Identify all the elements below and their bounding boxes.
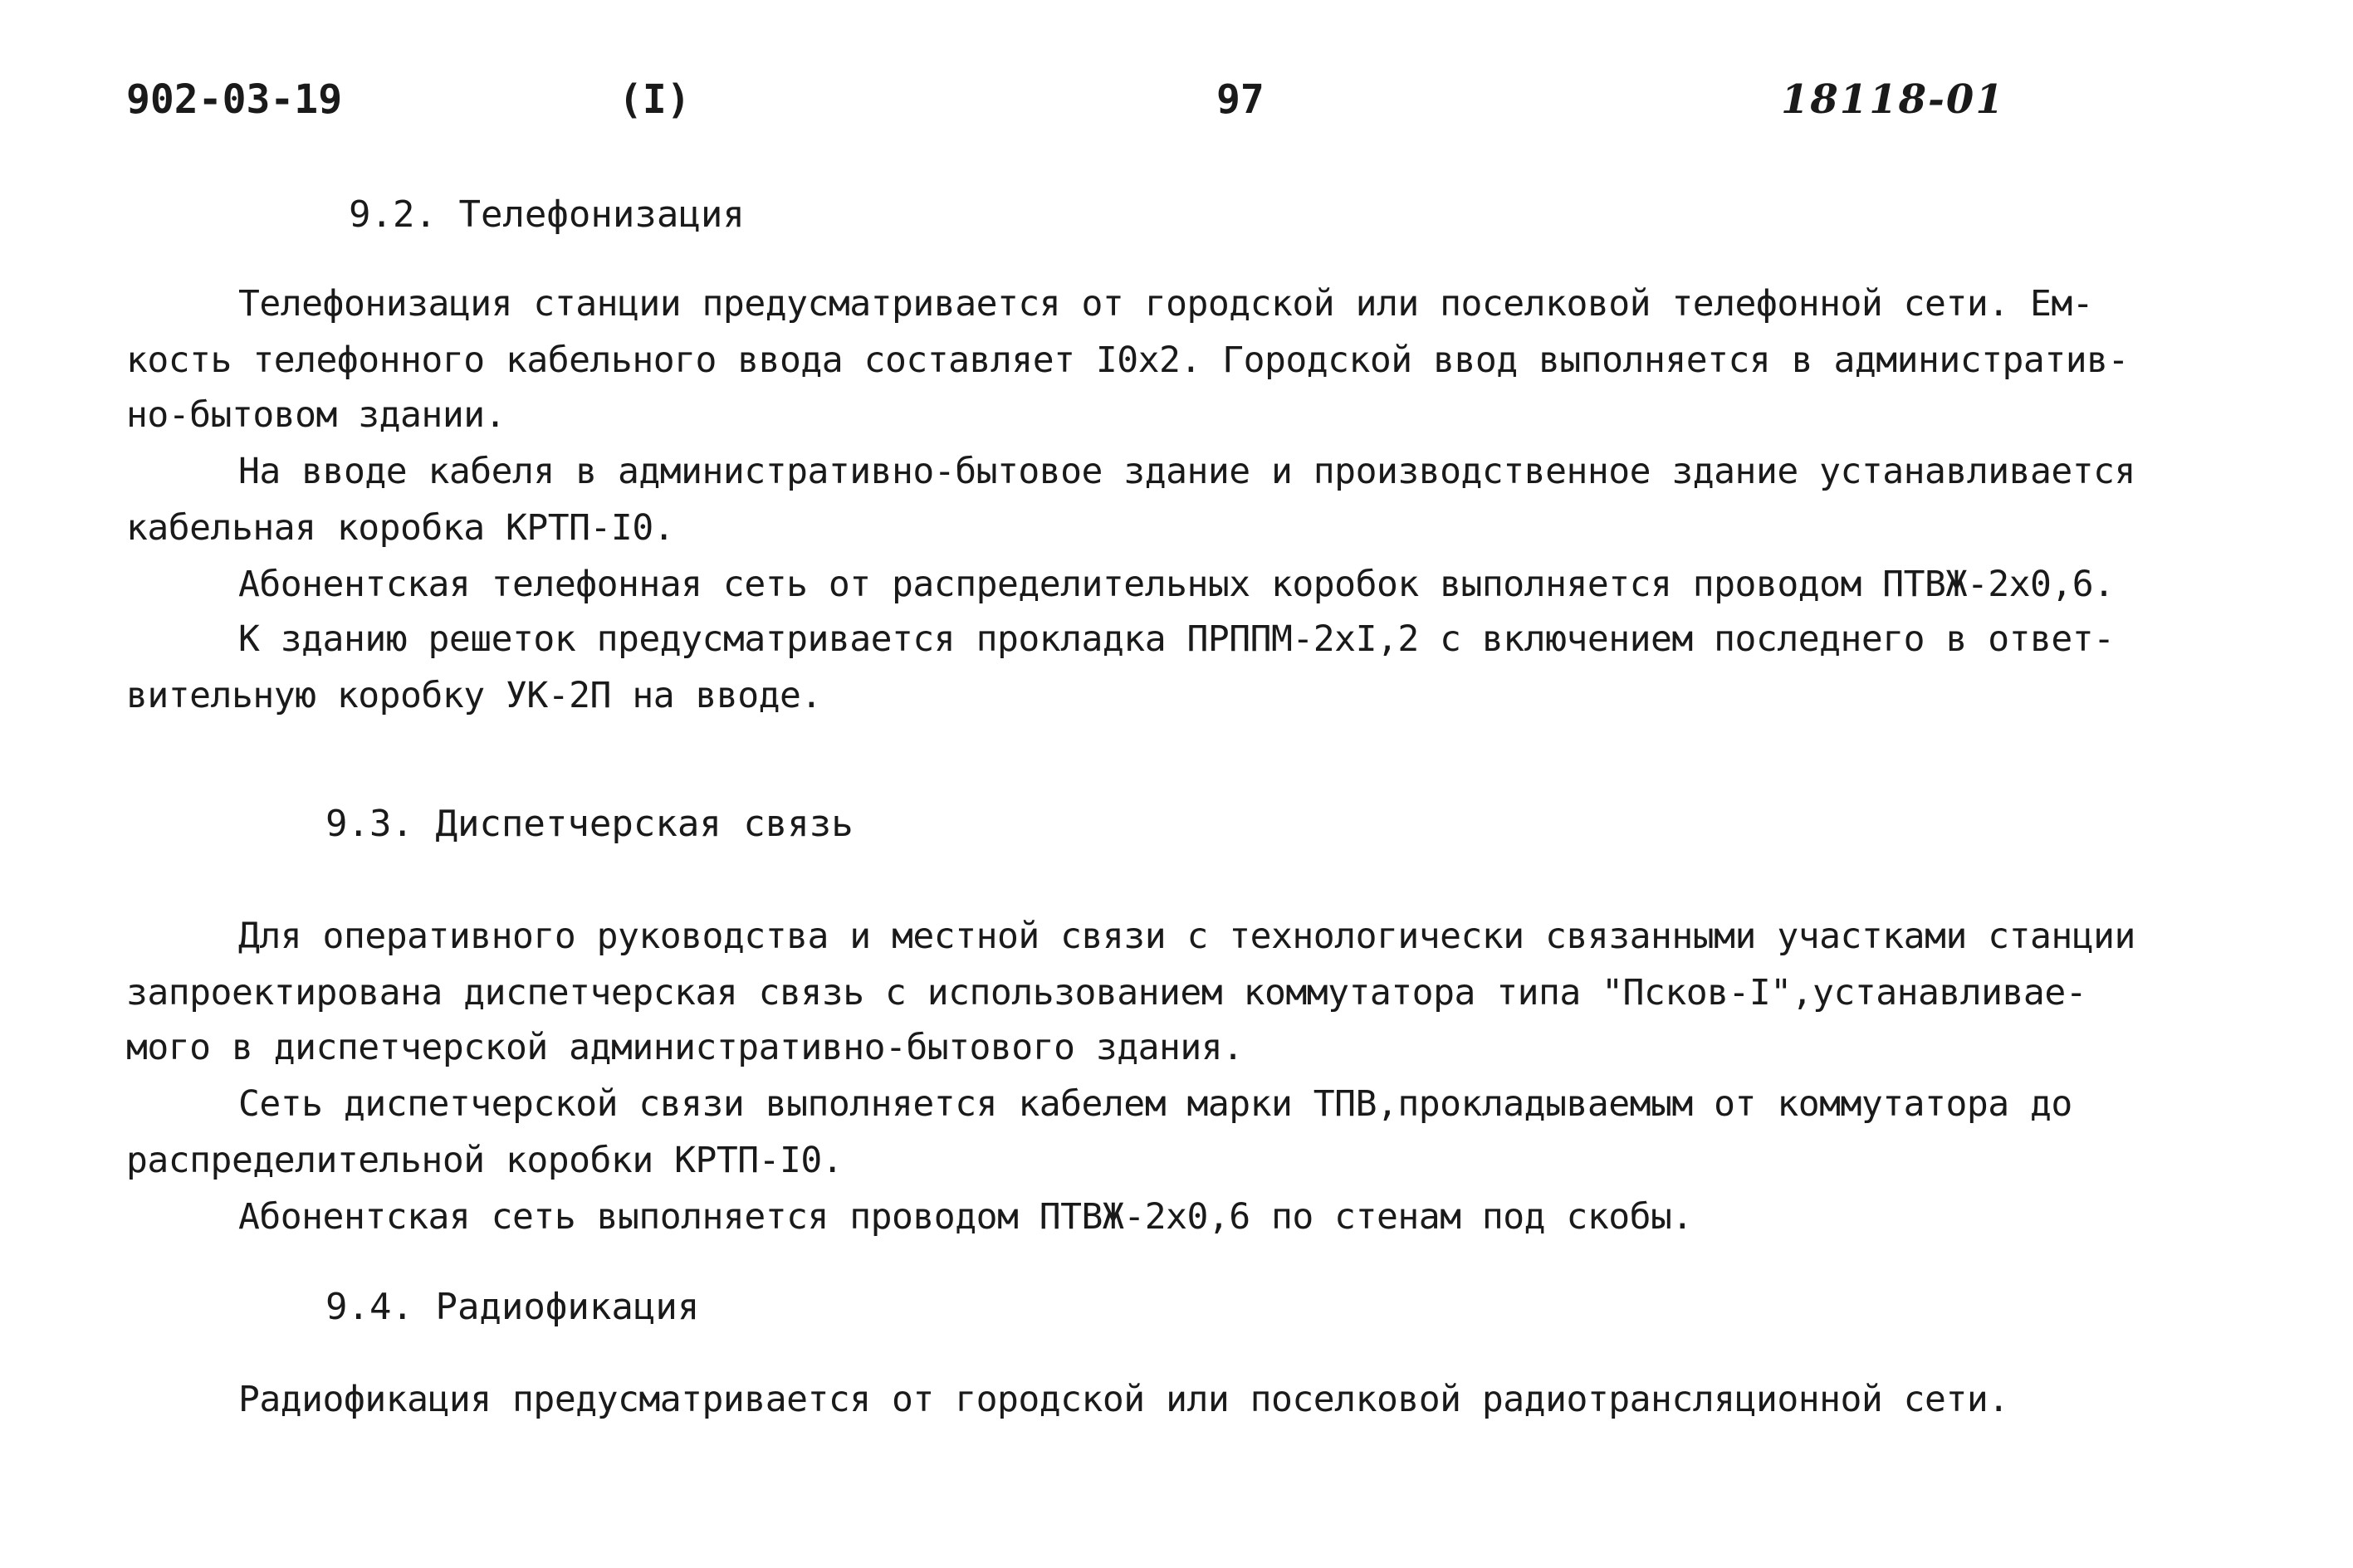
volume-number: (I) <box>619 76 691 123</box>
section-heading-dispatch: 9.3. Диспетчерская связь <box>325 803 854 845</box>
paragraph-line: Сеть диспетчерской связи выполняется кабелем марки ТПВ,прокладываемым от коммутатора до <box>238 1083 2072 1125</box>
paragraph-line: К зданию решеток предусматривается прокладка ПРППМ-2xI,2 с включением последнего в ответ- <box>238 618 2115 660</box>
page-number: 97 <box>1216 76 1265 123</box>
paragraph-line: Для оперативного руководства и местной связи с технологически связанными участками станции <box>238 916 2135 957</box>
paragraph-line: распределительной коробки КРТП-I0. <box>126 1140 844 1181</box>
paragraph-line: кость телефонного кабельного ввода составляет I0x2. Городской ввод выполняется в административ- <box>126 339 2129 381</box>
paragraph-line: мого в диспетчерской административно-бытового здания. <box>126 1027 1244 1068</box>
paragraph-line: вительную коробку УК-2П на вводе. <box>126 675 822 716</box>
paragraph-line: кабельная коробка КРТП-I0. <box>126 507 675 549</box>
doc-code: 902-03-19 <box>126 76 343 123</box>
paragraph-line: На вводе кабеля в административно-бытовое здание и производственное здание устанавливается <box>238 451 2135 492</box>
section-heading-telephony: 9.2. Телефонизация <box>349 193 745 236</box>
paragraph-line: Абонентская телефонная сеть от распределительных коробок выполняется проводом ПТВЖ-2x0,6. <box>238 564 2115 605</box>
paragraph-line: Абонентская сеть выполняется проводом ПТВЖ-2x0,6 по стенам под скобы. <box>238 1196 1693 1238</box>
paragraph-line: Телефонизация станции предусматривается от городской или поселковой телефонной сети. Ем- <box>238 283 2094 325</box>
paragraph-line: запроектирована диспетчерская связь с использованием коммутатора типа "Псков-I",устанавливае- <box>126 972 2087 1014</box>
archive-number: 18118-01 <box>1781 76 2005 123</box>
section-heading-radio: 9.4. Радиофикация <box>325 1286 700 1328</box>
paragraph-line: Радиофикация предусматривается от городской или поселковой радиотрансляционной сети. <box>238 1379 2009 1420</box>
paragraph-line: но-бытовом здании. <box>126 394 506 436</box>
